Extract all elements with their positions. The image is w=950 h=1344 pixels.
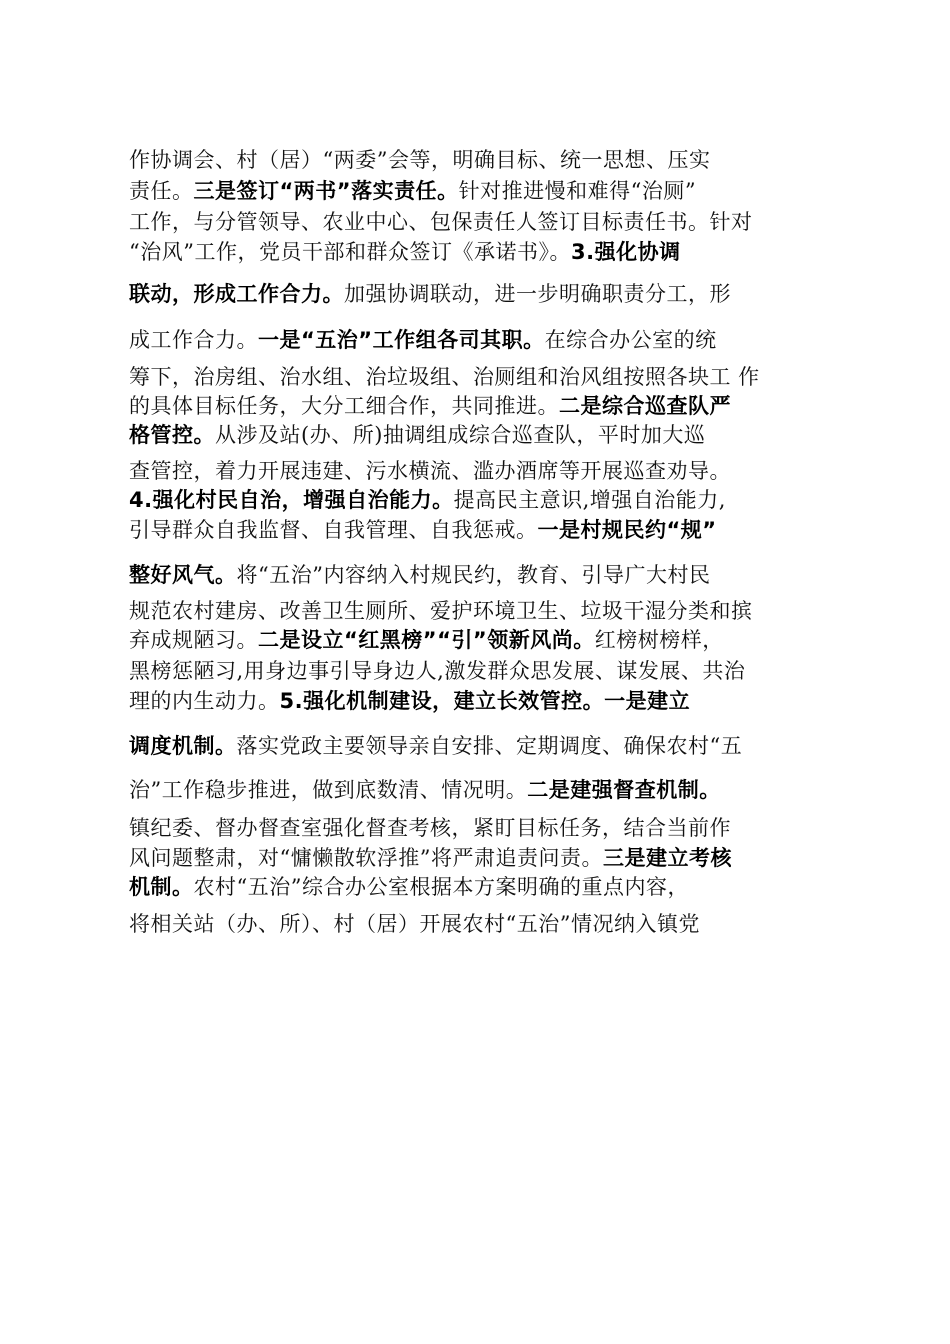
body-text: 工作，与分管领导、农业中心、包保责任人签订目标责任书。针对 <box>129 210 753 234</box>
body-text: 在综合办公室的统 <box>544 328 717 352</box>
bold-heading-text: 机制。 <box>129 875 194 899</box>
bold-heading-text: 三是建立考核 <box>602 846 732 870</box>
text-line <box>129 420 859 450</box>
text-line <box>129 456 859 486</box>
bold-heading-text: 3.强化协调 <box>570 240 681 264</box>
text-line <box>129 362 859 392</box>
bold-heading-text: 三是签订“两书”落实责任。 <box>193 179 459 203</box>
body-text: 责任。 <box>129 179 194 203</box>
body-text: 查管控，着力开展违建、污水横流、滥办酒席等开展巡查劝导。 <box>129 459 731 483</box>
body-text: 规范农村建房、改善卫生厕所、爱护环境卫生、垃圾干湿分类和摈 <box>129 599 753 623</box>
bold-heading-text: 二是综合巡查队严 <box>559 394 731 418</box>
text-line <box>129 596 859 626</box>
body-text: 风问题整肃，对“慵懒散软浮推”将严肃追责问责。 <box>129 846 603 870</box>
text-line <box>129 775 859 805</box>
body-text: 作协调会、村（居）“两委”会等，明确目标、统一思想、压实 <box>129 148 711 172</box>
body-text: 红榜树榜样， <box>594 628 724 652</box>
body-text: 治”工作稳步推进，做到底数清、情况明。 <box>129 778 528 802</box>
text-line <box>129 237 859 267</box>
body-text: 弃成规陋习。 <box>129 628 258 652</box>
text-line <box>129 625 859 655</box>
text-line <box>129 485 859 515</box>
body-text: 成工作合力。 <box>129 328 258 352</box>
body-text: 将“五治”内容纳入村规民约，教育、引导广大村民 <box>236 563 711 587</box>
bold-heading-text: 调度机制。 <box>129 734 237 758</box>
text-line <box>129 515 859 545</box>
body-text: 落实党政主要领导亲自安排、定期调度、确保农村“五 <box>236 734 743 758</box>
bold-heading-text: 一是村规民约“规” <box>537 518 717 542</box>
text-line <box>129 207 859 237</box>
text-line <box>129 560 859 590</box>
body-text: 镇纪委、督办督查室强化督查考核，紧盯目标任务，结合当前作 <box>129 816 731 840</box>
body-text: “治风”工作，党员干部和群众签订《承诺书》。 <box>129 240 571 264</box>
text-line <box>129 656 859 686</box>
text-line <box>129 731 859 761</box>
text-line <box>129 176 859 206</box>
bold-heading-text: 5.强化机制建设，建立长效管控。一是建立 <box>279 689 691 713</box>
text-line <box>129 843 859 873</box>
text-line <box>129 872 859 902</box>
text-line <box>129 686 859 716</box>
body-text: 针对推进慢和难得“治厕” <box>458 179 697 203</box>
text-line <box>129 325 859 355</box>
body-text: 的具体目标任务，大分工细合作，共同推进。 <box>129 394 559 418</box>
bold-heading-text: 一是“五治”工作组各司其职。 <box>258 328 545 352</box>
body-text: 提高民主意识,增强自治能力, <box>453 488 726 512</box>
body-text: 加强协调联动，进一步明确职责分工，形 <box>344 282 731 306</box>
body-text: 引导群众自我监督、自我管理、自我惩戒。 <box>129 518 538 542</box>
body-text: 将相关站（办、所）、村（居）开展农村“五治”情况纳入镇党 <box>129 912 700 936</box>
bold-heading-text: 二是建强督查机制。 <box>527 778 721 802</box>
text-line <box>129 145 859 175</box>
body-text: 理的内生动力。 <box>129 689 280 713</box>
text-line <box>129 813 859 843</box>
text-line <box>129 279 859 309</box>
bold-heading-text: 二是设立“红黑榜”“引”领新风尚。 <box>258 628 595 652</box>
bold-heading-text: 整好风气。 <box>129 563 237 587</box>
body-text: 农村“五治”综合办公室根据本方案明确的重点内容， <box>193 875 689 899</box>
bold-heading-text: 格管控。 <box>129 423 215 447</box>
body-text: 黑榜惩陋习,用身边事引导身边人,激发群众思发展、谋发展、共治 <box>129 659 746 683</box>
text-line <box>129 909 859 939</box>
body-text: 筹下，治房组、治水组、治垃圾组、治厕组和治风组按照各块工 作 <box>129 365 760 389</box>
body-text: 从涉及站(办、所)抽调组成综合巡查队，平时加大巡 <box>215 423 706 447</box>
bold-heading-text: 联动，形成工作合力。 <box>129 282 344 306</box>
bold-heading-text: 4.强化村民自治，增强自治能力。 <box>129 488 454 512</box>
text-line <box>129 391 859 421</box>
